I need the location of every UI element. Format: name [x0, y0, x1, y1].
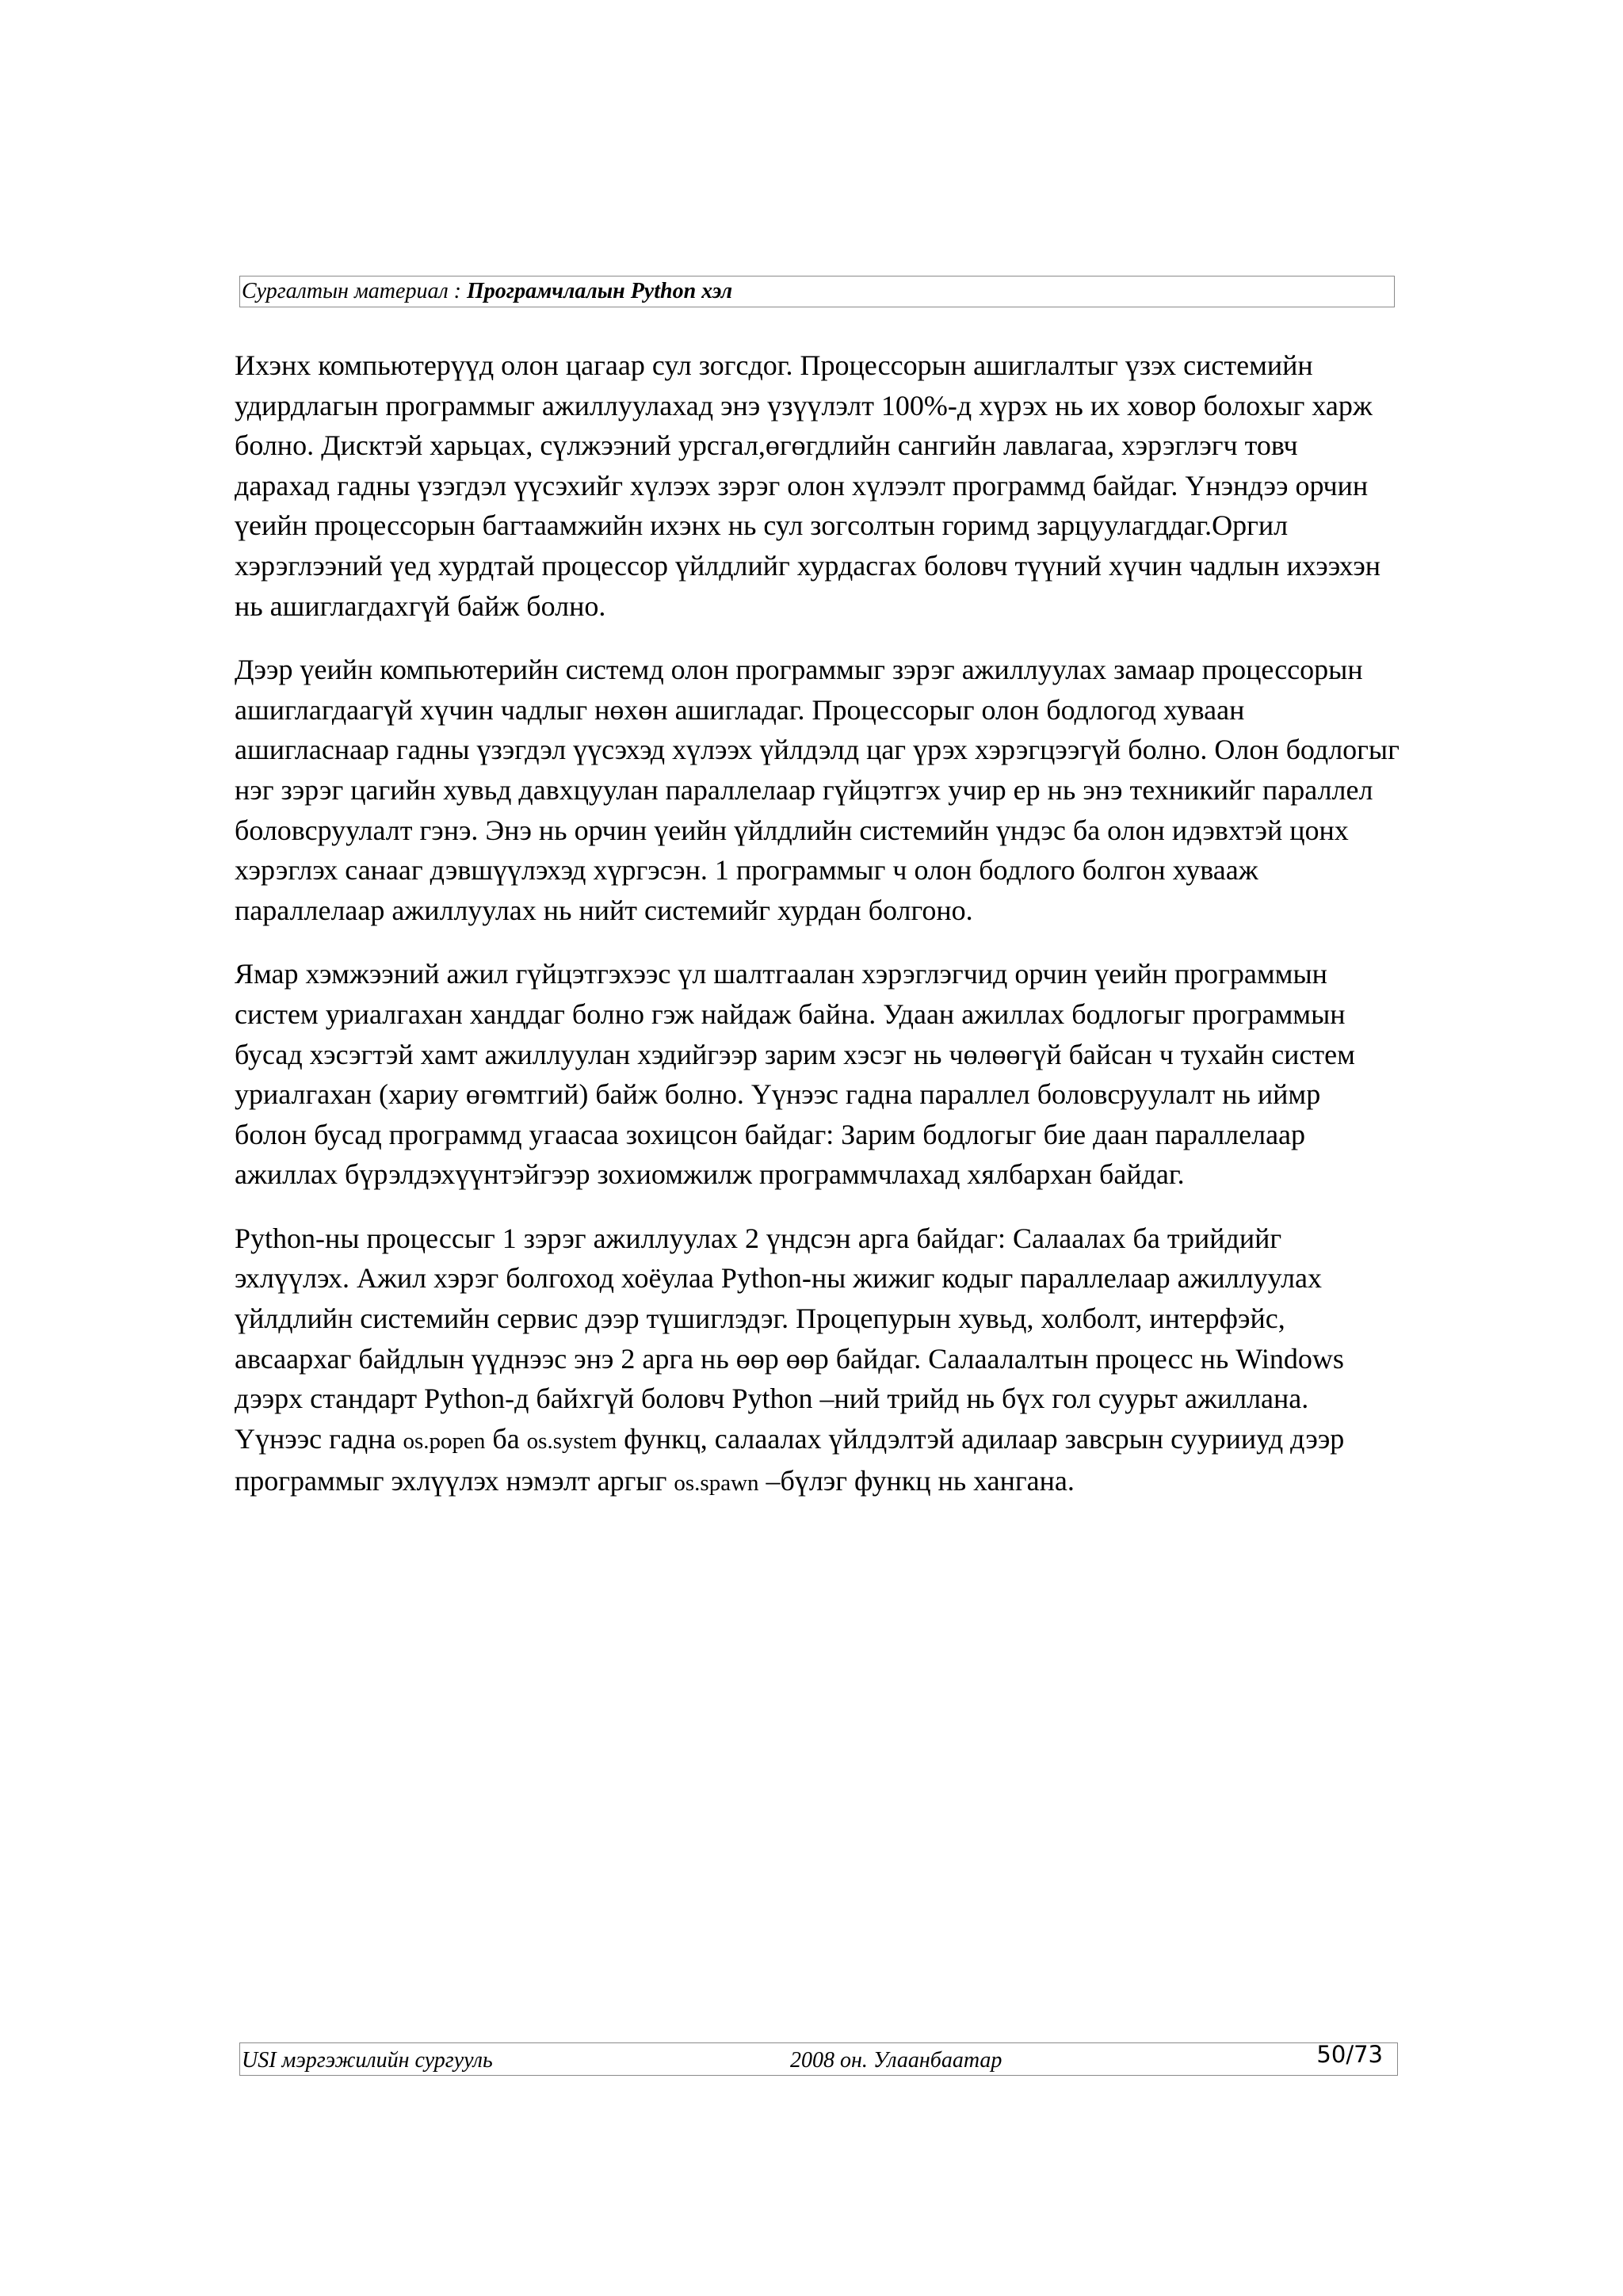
paragraph-4-text-d: –бүлэг функц нь хангана.: [758, 1465, 1075, 1497]
page-number: 50/73: [1316, 2041, 1383, 2068]
os-spawn-term: os.spawn: [674, 1470, 759, 1497]
footer-place: 2008 он. Улаанбаатар: [790, 2048, 1002, 2073]
running-header: [239, 276, 1395, 307]
document-body: [235, 345, 1400, 1527]
running-footer: [239, 2042, 1398, 2076]
paragraph-3: Ямар хэмжээний ажил гүйцэтгэхээс үл шалтгаалан хэрэглэгчид орчин үеийн программын систем уриалгахан ханддаг болно гэж найдаж байна. Удаан ажиллах бодлогыг программын бусад хэсэгтэй хамт ажиллуулан хэдийгээр зарим хэсэг нь чөлөөгүй байсан ч тухайн систем уриалгахан (хариу өгөмтгий) байж болно. Үүнээс гадна параллел боловсруулалт нь иймр болон бусад программд угаасаа зохицсон байдаг: Зарим бодлогыг бие даан параллелаар ажиллах бүрэлдэхүүнтэйгээр зохиомжилж программчлахад хялбархан байдаг.: [235, 958, 1355, 1191]
paragraph-2: Дээр үеийн компьютерийн системд олон программыг зэрэг ажиллуулах замаар процессорын ашиглагдаагүй хүчин чадлыг нөхөн ашигладаг. Процессорыг олон бодлогод хуваан ашигласнаар гадны үзэгдэл үүсэхэд хүлээх үйлдэлд цаг үрэх хэрэгцээгүй болно. Олон бодлогыг нэг зэрэг цагийн хувьд давхцуулан параллелаар гүйцэтгэх учир ер нь энэ техникийг параллел боловсруулалт гэнэ. Энэ нь орчин үеийн үйлдлийн системийн үндэс ба олон идэвхтэй цонх хэрэглэх санааг дэвшүүлэхэд хүргэсэн. 1 программыг ч олон бодлого болгон хувааж параллелаар ажиллуулах нь нийт системийг хурдан болгоно.: [235, 654, 1400, 926]
paragraph-4-text-a: Python-ны процессыг 1 зэрэг ажиллуулах 2 үндсэн арга байдаг: Салаалах ба трийдийг эхлүүлэх. Ажил хэрэг болгоход хоёулаа Python-ны жижиг кодыг параллелаар ажиллуулах үйлдлийн системийн сервис дээр түшиглэдэг. Процепурын хувьд, холболт, интерфэйс, авсаархаг байдлын үүднээс энэ 2 арга нь өөр өөр байдаг. Салаалалтын процесс нь Windows дээрх стандарт Python-д байхгүй боловч Python –ний трийд нь бүх гол суурьт ажиллана. Үүнээс гадна: [235, 1222, 1344, 1455]
os-popen-term: os.popen: [403, 1428, 486, 1454]
os-system-term: os.system: [526, 1428, 617, 1454]
paragraph-4-text-b: ба: [485, 1422, 527, 1455]
paragraph-4: [235, 1219, 1400, 1504]
paragraph-1: Ихэнх компьютерүүд олон цагаар сул зогсдог. Процессорын ашиглалтыг үзэх системийн удирдлагын программыг ажиллуулахад энэ үзүүлэлт 100%-д хүрэх нь их ховор болохыг харж болно. Дисктэй харьцах, сүлжээний урсгал,өгөгдлийн сангийн лавлагаа, хэрэглэгч товч дарахад гадны үзэгдэл үүсэхийг хүлээх зэрэг олон хүлээлт программд байдаг. Үнэндээ орчин үеийн процессорын багтаамжийн ихэнх нь сул зогсолтын горимд зарцуулагддаг.Оргил хэрэглээний үед хурдтай процессор үйлдлийг хурдасгах боловч түүний хүчин чадлын ихээхэн нь ашиглагдахгүй байж болно.: [235, 349, 1381, 622]
header-subject: Програмчлалын Python хэл: [467, 279, 733, 303]
header-prefix: Сургалтын материал :: [242, 279, 467, 303]
footer-school: USI мэргэжилийн сургууль: [242, 2048, 493, 2073]
paragraph-4-text-c: функц, салаалах үйлдэлтэй адилаар завсрын суурииуд дээр программыг эхлүүлэх нэмэлт аргыг: [235, 1422, 1345, 1497]
